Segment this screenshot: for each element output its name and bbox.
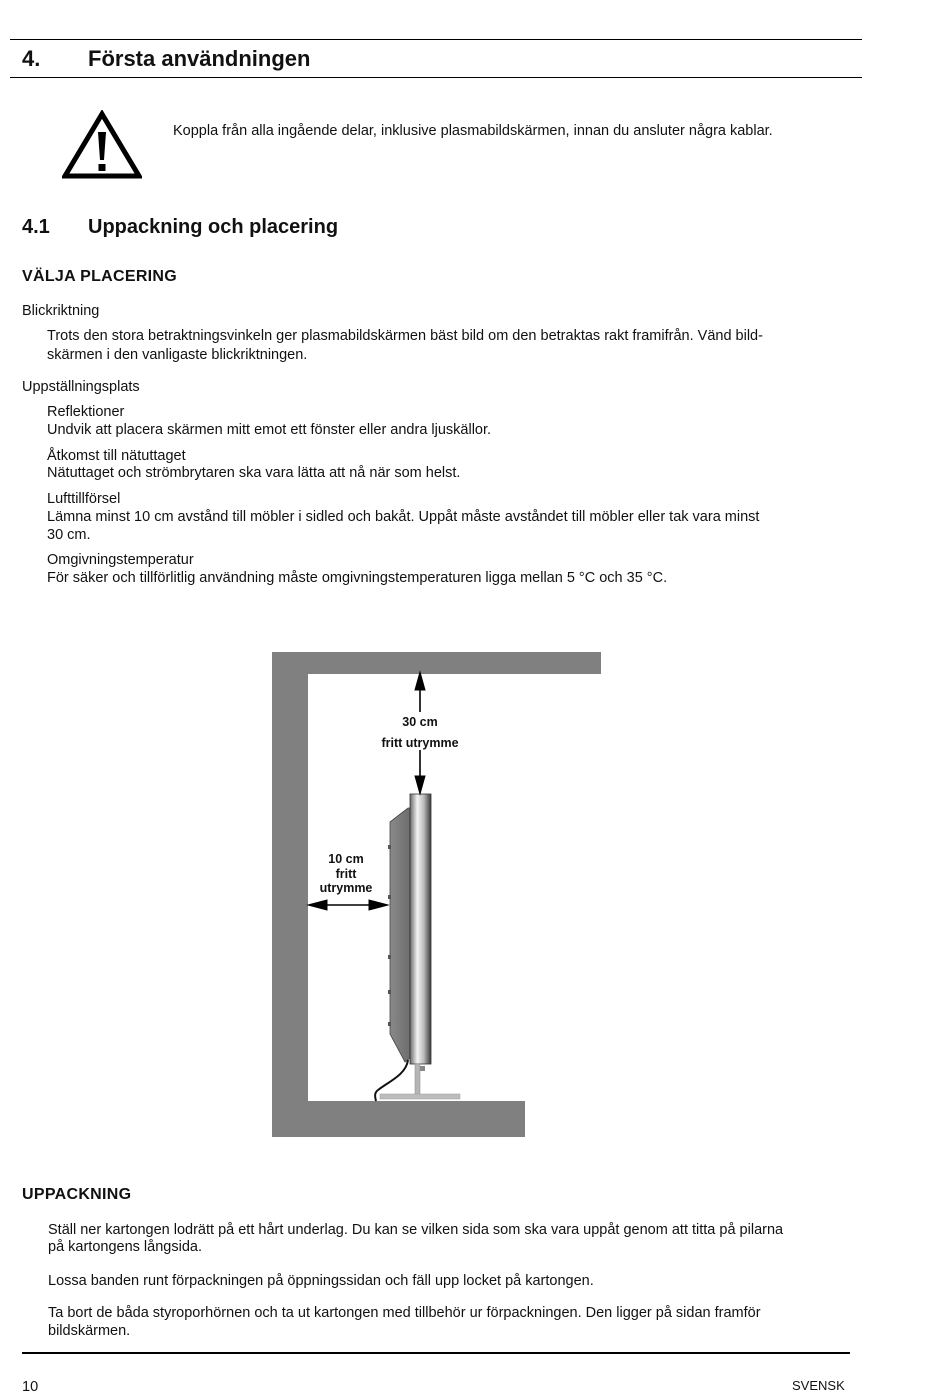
location-item-text: 30 cm. (47, 527, 91, 543)
location-item-text: Lämna minst 10 cm avstånd till möbler i sidled och bakåt. Uppåt måste avståndet till möbler eller tak vara minst (47, 509, 760, 525)
unpacking-paragraph-line: Ställ ner kartongen lodrätt på ett hårt underlag. Du kan se vilken sida som ska vara uppåt genom att titta på pilarna (48, 1222, 784, 1238)
footer-page-number: 10 (22, 1379, 39, 1395)
chapter-number: 4. (22, 46, 41, 71)
section-title: Uppackning och placering (88, 216, 339, 238)
top-clearance-label-1: 30 cm (402, 715, 438, 729)
location-title: Uppställningsplats (22, 379, 140, 395)
unpacking-paragraph-line: Ta bort de båda styroporhörnen och ta ut kartongen med tillbehör ur förpackningen. Den ligger på sidan framför (48, 1305, 761, 1321)
warning-triangle-icon (62, 110, 142, 180)
location-item-title: Åtkomst till nätuttaget (47, 448, 186, 464)
chapter-top-rule (10, 39, 862, 40)
location-item-title: Reflektioner (47, 404, 125, 420)
side-clearance-label-3: utrymme (319, 881, 373, 895)
chapter-bottom-rule (10, 77, 862, 78)
location-item-text: För säker och tillförlitlig användning måste omgivningstemperaturen ligga mellan 5 °C och 35 °C. (47, 570, 668, 586)
footer-language: SVENSK (792, 1378, 845, 1393)
unpacking-heading: UPPACKNING (22, 1186, 132, 1203)
top-clearance-arrows (415, 672, 425, 794)
unpacking-paragraph-line: bildskärmen. (48, 1323, 131, 1339)
unpacking-paragraph-line: på kartongens långsida. (48, 1239, 202, 1255)
viewing-text-line1: Trots den stora betraktningsvinkeln ger plasmabildskärmen bäst bild om den betraktas rakt framifrån. Vänd bild- (47, 328, 763, 344)
side-clearance-arrows (308, 900, 388, 910)
top-clearance-label-2: fritt utrymme (381, 736, 459, 750)
side-clearance-label-1: 10 cm (328, 852, 364, 866)
warning-text: Koppla från alla ingående delar, inklusive plasmabildskärmen, innan du ansluter några kablar. (173, 123, 773, 139)
location-item-title: Omgivningstemperatur (47, 552, 194, 568)
tv-back-housing (388, 808, 410, 1062)
section-number: 4.1 (22, 216, 50, 238)
placement-heading: VÄLJA PLACERING (22, 268, 178, 285)
tv-panel (410, 794, 431, 1064)
side-clearance-label-2: fritt (335, 867, 357, 881)
viewing-text-line2: skärmen i den vanligaste blickriktningen. (47, 347, 308, 363)
viewing-title: Blickriktning (22, 303, 100, 319)
unpacking-paragraph-line: Lossa banden runt förpackningen på öppningssidan och fäll upp locket på kartongen. (48, 1273, 594, 1289)
chapter-title: Första användningen (88, 46, 311, 71)
location-item-title: Lufttillförsel (47, 491, 121, 507)
footer-rule (22, 1352, 850, 1354)
location-item-text: Nätuttaget och strömbrytaren ska vara lätta att nå när som helst. (47, 465, 461, 481)
location-item-text: Undvik att placera skärmen mitt emot ett fönster eller andra ljuskällor. (47, 422, 492, 438)
